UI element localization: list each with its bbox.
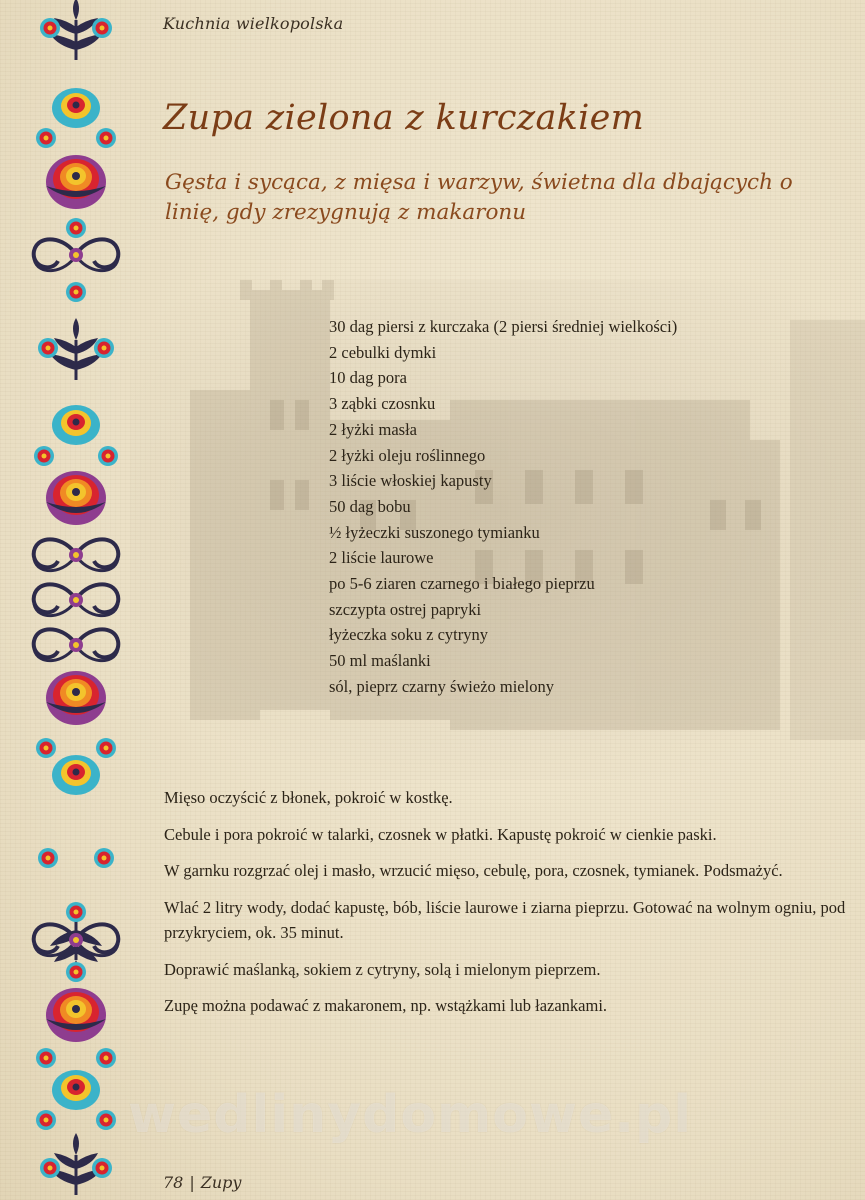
- ingredient-item: po 5-6 ziaren czarnego i białego pieprzu: [329, 574, 595, 594]
- recipe-subtitle: Gęsta i sycąca, z mięsa i warzyw, świetna dla dbających o linię, gdy zrezygnują z makaronu: [165, 170, 793, 225]
- ingredient-item: 3 ząbki czosnku: [329, 394, 436, 414]
- ingredient-item: 50 dag bobu: [329, 496, 411, 516]
- ingredient-item: 2 łyżki masła: [329, 419, 417, 439]
- ingredient-item: ½ łyżeczki suszonego tymianku: [329, 522, 540, 542]
- chapter-name: Zupy: [200, 1173, 242, 1192]
- instruction-step: Doprawić maślanką, sokiem z cytryny, solą i mielonym pieprzem.: [164, 959, 601, 979]
- ingredient-item: łyżeczka soku z cytryny: [329, 625, 488, 645]
- ingredient-item: 30 dag piersi z kurczaka (2 piersi średniej wielkości): [329, 317, 678, 336]
- instruction-step: W garnku rozgrzać olej i masło, wrzucić mięso, cebulę, pora, czosnek, tymianek. Podsmażyć.: [164, 861, 783, 880]
- page-number: 78: [163, 1173, 184, 1192]
- ingredient-item: 50 ml maślanki: [329, 651, 431, 671]
- instructions: [164, 785, 854, 1030]
- recipe-title: Zupa zielona z kurczakiem: [163, 98, 645, 138]
- instruction-step: Mięso oczyścić z błonek, pokroić w kostkę.: [164, 788, 453, 807]
- section-header: Kuchnia wielkopolska: [163, 14, 344, 33]
- ingredient-item: 10 dag pora: [329, 368, 407, 388]
- ingredient-list: [329, 314, 677, 700]
- page-footer: [163, 1173, 241, 1192]
- instruction-step: Cebule i pora pokroić w talarki, czosnek w płatki. Kapustę pokroić w cienkie paski.: [164, 824, 717, 844]
- ingredient-item: 2 cebulki dymki: [329, 342, 437, 362]
- footer-separator: |: [189, 1173, 195, 1192]
- watermark: wedlinydomowe.pl: [128, 1085, 693, 1145]
- ingredient-item: 2 łyżki oleju roślinnego: [329, 445, 486, 465]
- ingredient-item: 2 liście laurowe: [329, 548, 434, 568]
- ingredient-item: szczypta ostrej papryki: [329, 599, 482, 619]
- instruction-step: Zupę można podawać z makaronem, np. wstążkami lub łazankami.: [164, 996, 608, 1015]
- ingredient-item: 3 liście włoskiej kapusty: [329, 471, 492, 491]
- folk-floral-border-icon: [0, 0, 150, 1200]
- ingredient-item: sól, pieprz czarny świeżo mielony: [329, 676, 554, 696]
- instruction-step: Wlać 2 litry wody, dodać kapustę, bób, liście laurowe i ziarna pieprzu. Gotować na wolnym ogniu, pod przykryciem, ok. 35 minut.: [164, 897, 846, 942]
